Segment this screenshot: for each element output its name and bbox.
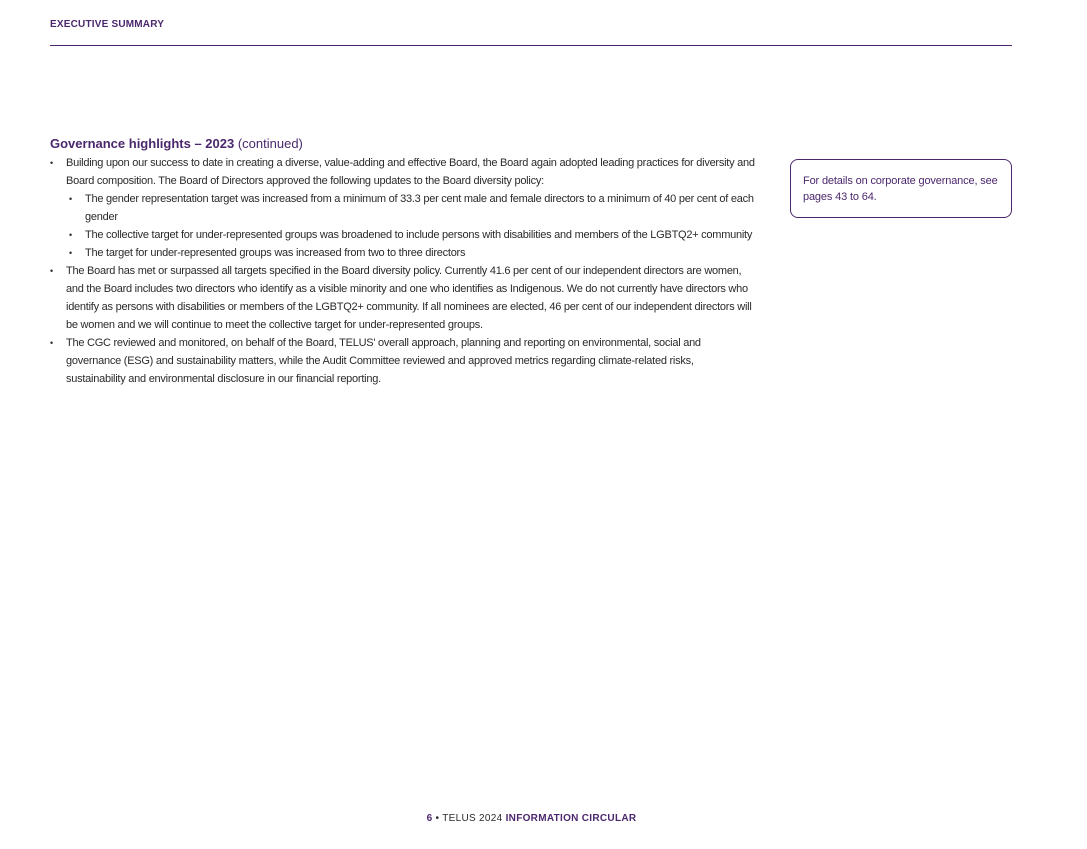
page-number: 6 (426, 813, 433, 824)
header-divider (50, 45, 1012, 46)
section-title (50, 136, 755, 152)
sub-list-item: • The gender representation target was increased from a minimum of 33.3 per cent male and female directors to a minimum of 40 per cent of each gender (66, 190, 755, 226)
footer-doc-title: INFORMATION CIRCULAR (505, 813, 637, 824)
sub-list-item: • The collective target for under-represented groups was broadened to include persons with disabilities and members of the LGBTQ2+ community (66, 226, 755, 244)
section-header: EXECUTIVE SUMMARY (50, 19, 165, 30)
list-item (50, 262, 755, 334)
page-footer (0, 813, 1063, 824)
main-content (50, 136, 755, 388)
section-title-suffix: (continued) (234, 136, 303, 151)
highlights-list (50, 154, 755, 388)
list-item (50, 154, 755, 262)
list-item-text: The CGC reviewed and monitored, on behalf of the Board, TELUS' overall approach, planning and reporting on environmental, social and governance (ESG) and sustainability matters, while the Audit Committee reviewed and approved metrics regarding climate-related risks, sustainability and environmental disclosure in our financial reporting. (66, 337, 701, 385)
list-item-text: The Board has met or surpassed all targets specified in the Board diversity policy. Currently 41.6 per cent of our independent directors are women, and the Board includes two directors who identify as a visible minority and one who identifies as Indigenous. We do not currently have directors who identify as persons with disabilities or members of the LGBTQ2+ community. If all nominees are elected, 46 per cent of our independent directors will be women and we will continue to meet the collective target for under-represented groups. (66, 265, 752, 331)
sub-list-item: • The target for under-represented groups was increased from two to three directors (66, 244, 755, 262)
policy-updates-list (66, 190, 755, 262)
footer-separator: • (432, 813, 443, 824)
footer-brand-year: TELUS 2024 (442, 813, 506, 824)
list-item-text: Building upon our success to date in creating a diverse, value-adding and effective Board, the Board again adopted leading practices for diversity and Board composition. The Board of Directors approved the following updates to the Board diversity policy: (66, 157, 755, 187)
list-item (50, 334, 755, 388)
section-title-main: Governance highlights – 2023 (50, 136, 235, 151)
governance-reference-note: For details on corporate governance, see pages 43 to 64. (790, 159, 1012, 218)
